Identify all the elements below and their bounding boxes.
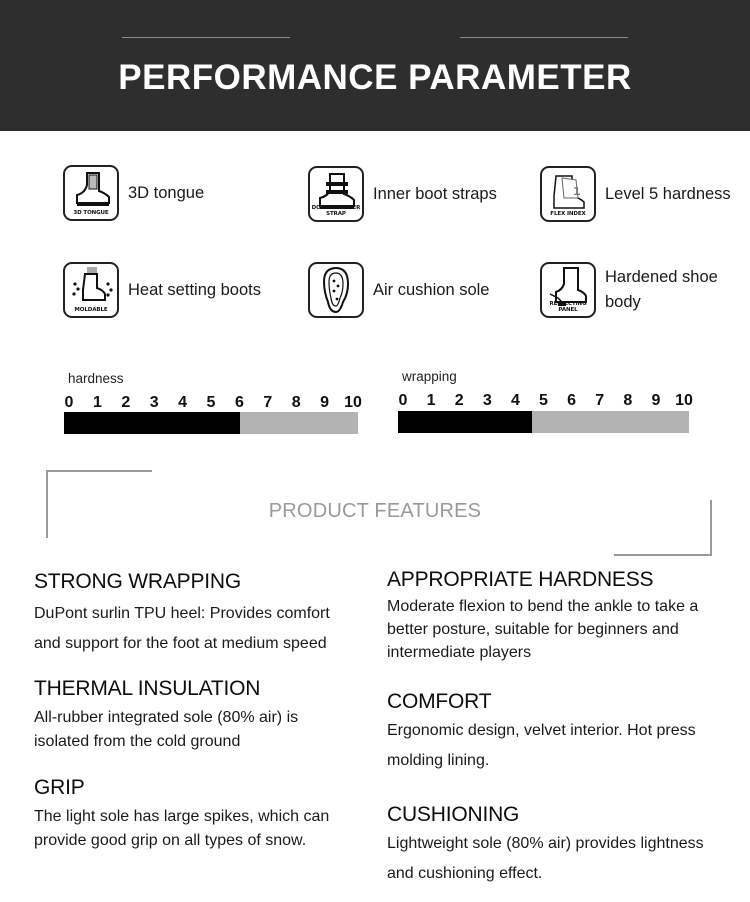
feature-block-appropriate-hardness [387, 568, 698, 664]
scale-tick: 7 [263, 394, 273, 411]
scale-tick: 3 [149, 394, 159, 411]
feature-text-line: isolated from the cold ground [34, 733, 241, 750]
scale-tick: 8 [291, 394, 301, 411]
feature-heat-setting-boots [63, 262, 261, 318]
wrapping-bar-fill [398, 411, 532, 433]
feature-text-line: and cushioning effect. [387, 865, 543, 882]
double-power-strap-icon: DOUBLE POWER STRAP [308, 166, 364, 222]
product-features-title: PRODUCT FEATURES [268, 500, 482, 522]
feature-text-line: Lightweight sole (80% air) provides lightness [387, 835, 704, 852]
moldable-boot-icon: MOLDABLE [63, 262, 119, 318]
wrapping-scale-title: wrapping [402, 369, 457, 384]
feature-text-line: Ergonomic design, velvet interior. Hot press [387, 722, 696, 739]
feature-block-comfort [387, 690, 696, 776]
feature-heading: APPROPRIATE HARDNESS [387, 568, 654, 591]
scale-tick: 3 [482, 392, 492, 409]
feature-label: Hardened shoe body [605, 268, 718, 311]
feature-block-strong-wrapping [34, 570, 330, 659]
scale-tick: 4 [510, 392, 520, 409]
scale-tick: 6 [567, 392, 577, 409]
feature-air-cushion-sole [308, 262, 489, 318]
scale-tick: 9 [320, 394, 330, 411]
header-rule-left [122, 37, 290, 38]
feature-inner-boot-straps [308, 166, 497, 222]
page-title: PERFORMANCE PARAMETER [118, 58, 632, 97]
scale-tick: 7 [595, 392, 605, 409]
feature-heading: THERMAL INSULATION [34, 677, 261, 700]
scale-tick: 9 [651, 392, 661, 409]
feature-level-5-hardness [540, 166, 731, 222]
scale-tick: 1 [92, 394, 102, 411]
svg-text:1: 1 [573, 185, 581, 198]
scale-tick: 5 [539, 392, 548, 409]
wrapping-scale [398, 368, 693, 436]
hardness-scale-title: hardness [68, 371, 124, 386]
scale-tick: 2 [121, 394, 131, 411]
feature-text-line: Moderate flexion to bend the ankle to take a [387, 598, 699, 615]
feature-text-line: better posture, suitable for beginners and [387, 621, 679, 638]
scale-tick: 1 [426, 392, 436, 409]
wrapping-ticks [398, 392, 693, 412]
feature-hardened-shoe-body [540, 262, 720, 318]
scale-tick: 10 [675, 392, 693, 409]
feature-text-line: and support for the foot at medium speed [34, 635, 327, 652]
3d-tongue-icon: 3D TONGUE [63, 165, 119, 221]
wrapping-bar [398, 411, 689, 433]
feature-heading: GRIP [34, 776, 85, 799]
header-banner [0, 0, 750, 131]
feature-heading: STRONG WRAPPING [34, 570, 242, 593]
feature-label: Inner boot straps [373, 185, 497, 203]
frame-bottom-horizontal [614, 554, 712, 556]
feature-block-thermal-insulation [34, 677, 298, 754]
hardness-bar-fill [64, 412, 240, 434]
air-sole-icon [308, 262, 364, 318]
scale-tick: 5 [206, 394, 216, 411]
scale-tick: 6 [234, 394, 244, 411]
feature-text-line: All-rubber integrated sole (80% air) is [34, 709, 299, 726]
scale-tick: 2 [454, 392, 464, 409]
reflecting-panel-icon: REFLECTING PANEL [540, 262, 596, 318]
frame-top-horizontal [46, 470, 152, 472]
scale-tick: 10 [344, 394, 362, 411]
scale-tick: 4 [178, 394, 188, 411]
scale-tick: 8 [623, 392, 633, 409]
hardness-scale [64, 370, 362, 436]
feature-label: 3D tongue [128, 184, 205, 202]
feature-text-line: molding lining. [387, 752, 490, 769]
hardness-ticks [64, 394, 362, 414]
feature-block-cushioning [387, 803, 704, 889]
feature-label: Air cushion sole [373, 281, 490, 299]
header-rule-right [460, 37, 628, 38]
feature-text-line: intermediate players [387, 644, 532, 661]
feature-label: Level 5 hardness [605, 185, 731, 203]
scale-tick: 0 [64, 394, 74, 411]
feature-block-grip [34, 776, 329, 853]
feature-3d-tongue [63, 165, 204, 221]
feature-text-line: DuPont surlin TPU heel: Provides comfort [34, 605, 330, 622]
hardness-bar [64, 412, 358, 434]
feature-text-line: The light sole has large spikes, which can [34, 808, 330, 825]
feature-text-line: provide good grip on all types of snow. [34, 832, 307, 849]
feature-heading: CUSHIONING [387, 803, 520, 826]
feature-label: Heat setting boots [128, 281, 261, 299]
feature-heading: COMFORT [387, 690, 492, 713]
scale-tick: 0 [398, 392, 408, 409]
flex-index-icon: 1 FLEX INDEX [540, 166, 596, 222]
